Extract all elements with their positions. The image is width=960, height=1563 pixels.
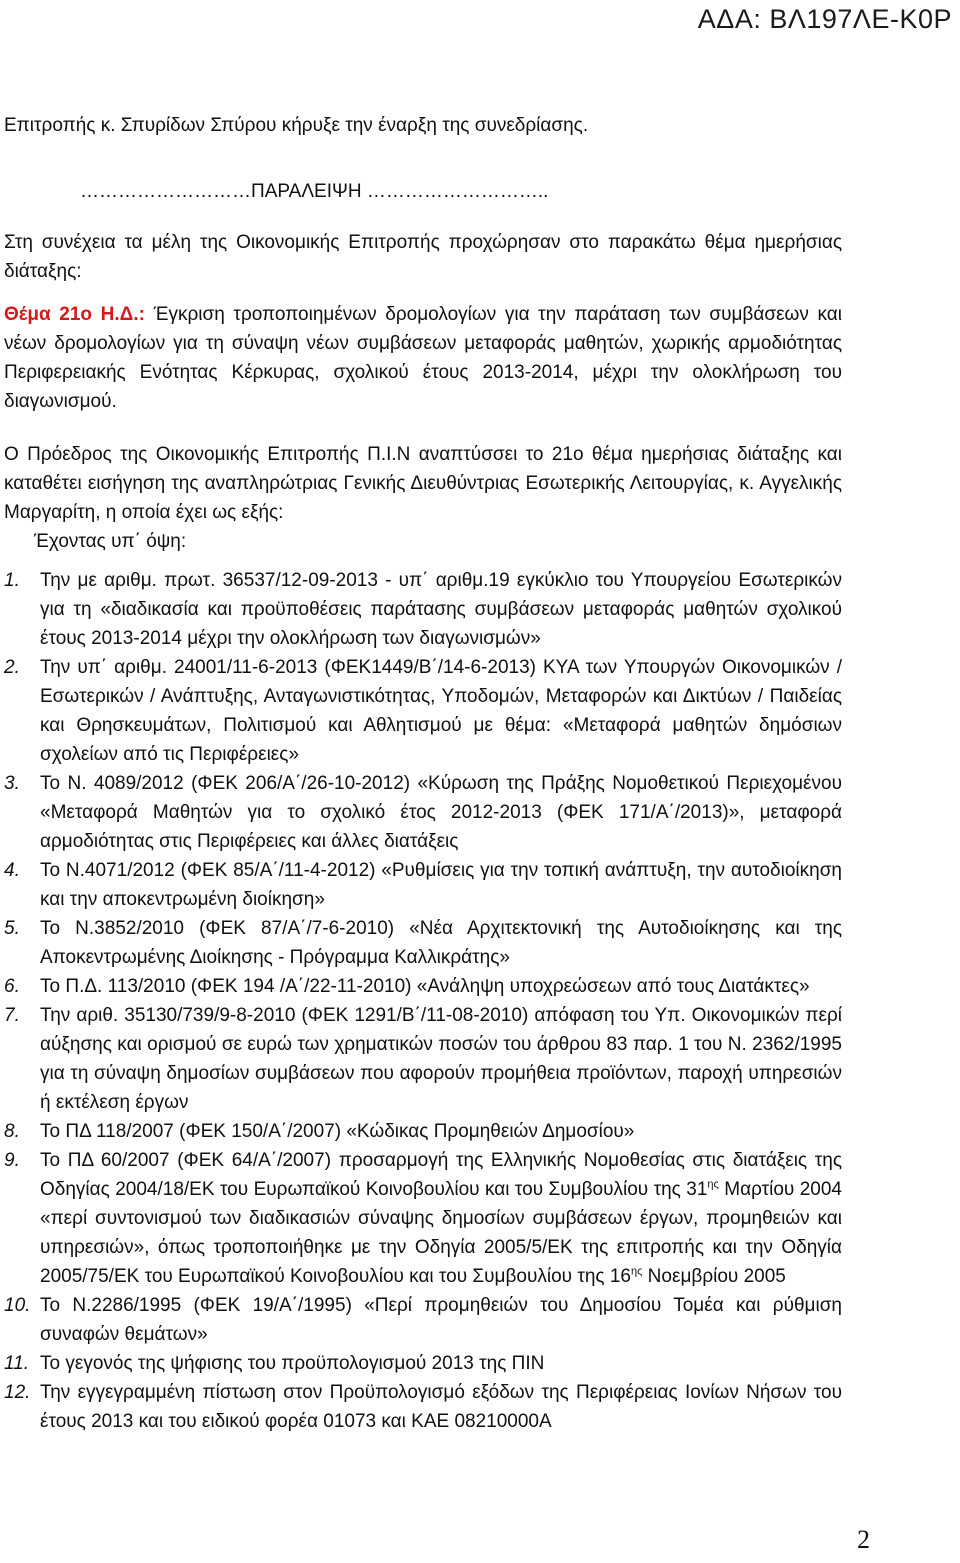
list-item (4, 972, 842, 1001)
list-item (4, 653, 842, 769)
item-text: Το γεγονός της ψήφισης του προϋπολογισμού 2013 της ΠΙΝ (40, 1353, 545, 1374)
item-number: 1. (4, 570, 20, 591)
item-text: Το Ν.2286/1995 (ΦΕΚ 19/Α΄/1995) «Περί προμηθειών του Δημοσίου Τομέα και ρύθμιση συναφών θεμάτων» (40, 1295, 842, 1345)
item-text: Την με αριθμ. πρωτ. 36537/12-09-2013 - υπ΄ αριθμ.19 εγκύκλιο του Υπουργείου Εσωτερικών για τη «διαδικασία και προϋποθέσεις παράτασης συμβάσεων μεταφοράς μαθητών σχολικού έτους 2013-2014 μέχρι την ολοκλήρωση των διαγωνισμών» (40, 570, 842, 649)
item-text: Το Ν. 4089/2012 (ΦΕΚ 206/Α΄/26-10-2012) «Κύρωση της Πράξης Νομοθετικού Περιεχομένου «Μεταφορά Μαθητών για το σχολικό έτος 2012-2013 (ΦΕΚ 171/Α΄/2013)», μεταφορά αρμοδιότητας στις Περιφέρειες και άλλες διατάξεις (40, 773, 842, 852)
superscript: ης (630, 1265, 643, 1278)
item-text-part: Μαρτίου 2004 «περί συντονισμού των διαδικασιών σύναψης δημοσίων συμβάσεων έργων, προμηθειών και υπηρεσιών», όπως τροποποιήθηκε με την Οδηγία 2005/5/ΕΚ της επιτροπής και την Οδηγία 2005/75/ΕΚ του Ευρωπαϊκού Κοινοβουλίου και του Συμβουλίου της 16 (40, 1179, 842, 1287)
having-in-view: Έχοντας υπ΄ όψη: (34, 531, 187, 552)
list-item (4, 856, 842, 914)
intro-text: Επιτροπής κ. Σπυρίδων Σπύρου κήρυξε την έναρξη της συνεδρίασης. (4, 115, 589, 136)
item-number: 7. (4, 1005, 20, 1026)
item-text: Την υπ΄ αριθμ. 24001/11-6-2013 (ΦΕΚ1449/Β΄/14-6-2013) ΚΥΑ των Υπουργών Οικονομικών / Εσωτερικών / Ανάπτυξης, Ανταγωνιστικότητας, Υποδομών, Μεταφορών και Δικτύων / Παιδείας και Θρησκευμάτων, Πολιτισμού και Αθλητισμού με θέμα: «Μεταφορά μαθητών δημόσιων σχολείων από τις Περιφέρειες» (40, 657, 842, 765)
president-paragraph: Ο Πρόεδρος της Οικονομικής Επιτροπής Π.Ι.Ν αναπτύσσει το 21ο θέμα ημερήσιας διάταξης και καταθέτει εισήγηση της αναπληρώτριας Γενικής Διευθύντριας Εσωτερικής Λειτουργίας, κ. Αγγελικής Μαργαρίτη, η οποία έχει ως εξής: (4, 444, 842, 523)
list-item (4, 1378, 842, 1436)
topic-label: Θέμα 21ο Η.Δ.: (4, 304, 145, 325)
list-item (4, 1349, 842, 1378)
continuation-paragraph: Στη συνέχεια τα μέλη της Οικονομικής Επιτροπής προχώρησαν στο παρακάτω θέμα ημερήσιας διάταξης: (4, 232, 842, 282)
list-item (4, 1146, 842, 1291)
ada-code: ΑΔΑ: ΒΛ197ΛΕ-Κ0Ρ (697, 4, 952, 34)
item-text-part: Νοεμβρίου 2005 (642, 1266, 786, 1287)
item-number: 9. (4, 1150, 20, 1171)
list-item (4, 1001, 842, 1117)
item-text: Το Ν.4071/2012 (ΦΕΚ 85/Α΄/11-4-2012) «Ρυθμίσεις για την τοπική ανάπτυξη, την αυτοδιοίκηση και την αποκεντρωμένη διοίκηση» (40, 860, 842, 910)
page-number: 2 (857, 1525, 870, 1554)
item-number: 12. (4, 1382, 31, 1403)
item-number: 3. (4, 773, 20, 794)
item-number: 4. (4, 860, 20, 881)
item-number: 10. (4, 1295, 31, 1316)
item-text: Την εγγεγραμμένη πίστωση στον Προϋπολογισμό εξόδων της Περιφέρειας Ιονίων Νήσων του έτους 2013 και του ειδικού φορέα 01073 και ΚΑΕ 08210000Α (40, 1382, 842, 1432)
item-number: 11. (4, 1353, 30, 1374)
item-text (40, 1146, 842, 1291)
references-list (4, 566, 842, 1436)
item-text: Το ΠΔ 118/2007 (ΦΕΚ 150/Α΄/2007) «Κώδικας Προμηθειών Δημοσίου» (40, 1121, 635, 1142)
item-text-part: Το ΠΔ 60/2007 (ΦΕΚ 64/Α΄/2007) προσαρμογή της Ελληνικής Νομοθεσίας στις διατάξεις της Οδηγίας 2004/18/ΕΚ του Ευρωπαϊκού Κοινοβουλίου και του Συμβουλίου της 31 (40, 1150, 842, 1200)
omission-marker: ………………………ΠΑΡΑΛΕΙΨΗ ……………………….. (80, 181, 549, 202)
item-text: Το Ν.3852/2010 (ΦΕΚ 87/Α΄/7-6-2010) «Νέα Αρχιτεκτονική της Αυτοδιοίκησης και της Αποκεντρωμένης Διοίκησης - Πρόγραμμα Καλλικράτης» (40, 918, 842, 968)
item-text: Την αριθ. 35130/739/9-8-2010 (ΦΕΚ 1291/Β΄/11-08-2010) απόφαση του Υπ. Οικονομικών περί αύξησης και ορισμού σε ευρώ των χρηματικών ποσών του άρθρου 83 παρ. 1 του Ν. 2362/1995 για τη σύναψη δημοσίων συμβάσεων που αφορούν προμήθεια προϊόντων, παροχή υπηρεσιών ή εκτέλεση έργων (40, 1005, 842, 1113)
list-item (4, 566, 842, 653)
item-number: 8. (4, 1121, 20, 1142)
list-item (4, 1117, 842, 1146)
list-item (4, 914, 842, 972)
item-text: Το Π.Δ. 113/2010 (ΦΕΚ 194 /Α΄/22-11-2010) «Ανάληψη υποχρεώσεων από τους Διατάκτες» (40, 976, 810, 997)
topic-text: Έγκριση τροποποιημένων δρομολογίων για την παράταση των συμβάσεων και νέων δρομολογίων για τη σύναψη νέων συμβάσεων μεταφοράς μαθητών, χωρικής αρμοδιότητας Περιφερειακής Ενότητας Κέρκυρας, σχολικού έτους 2013-2014, μέχρι την ολοκλήρωση του διαγωνισμού. (4, 304, 842, 412)
item-number: 5. (4, 918, 20, 939)
superscript: ης (707, 1178, 719, 1191)
list-item (4, 769, 842, 856)
list-item (4, 1291, 842, 1349)
item-number: 6. (4, 976, 20, 997)
item-number: 2. (4, 657, 20, 678)
topic-paragraph (4, 300, 842, 416)
